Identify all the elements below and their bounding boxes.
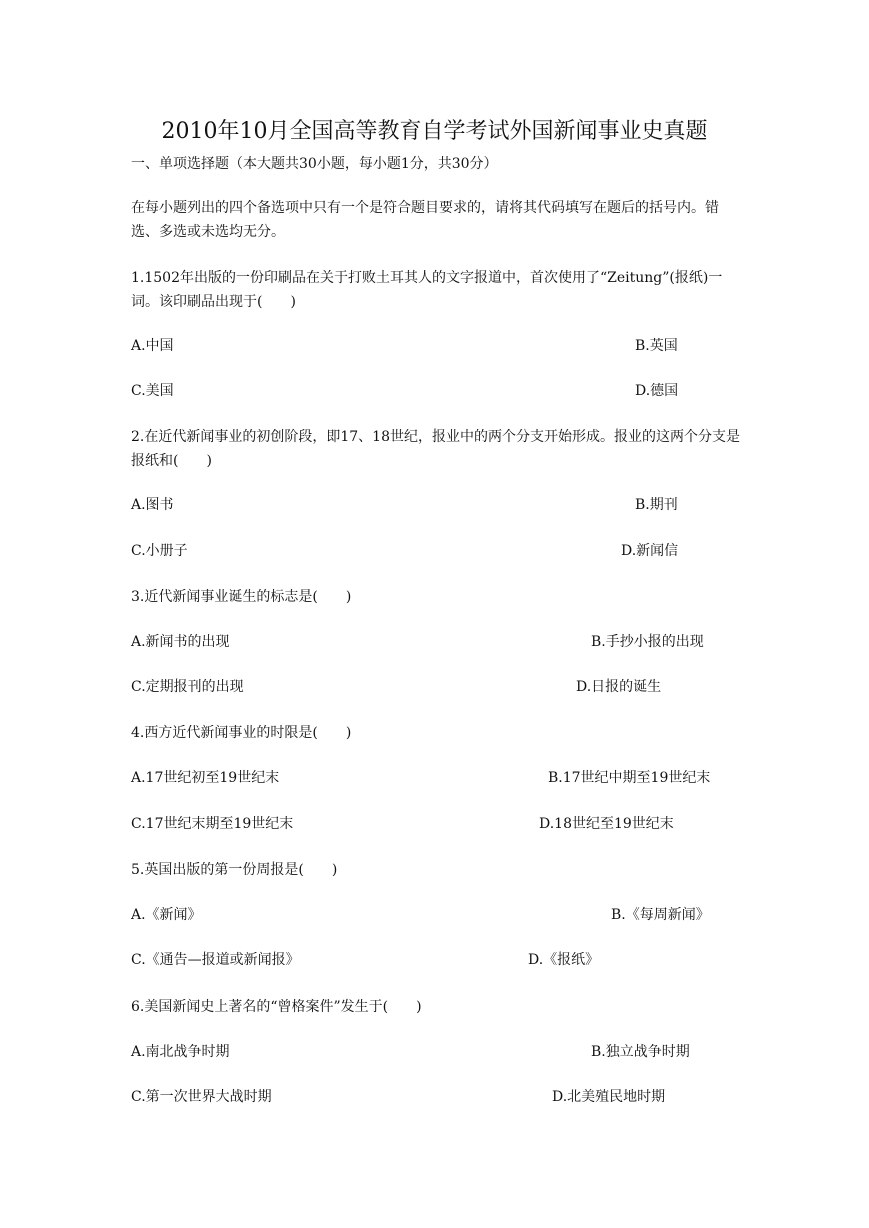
question-5-stem: 5.英国出版的第一份周报是( ) bbox=[131, 862, 338, 878]
question-2-option-a: A.图书 bbox=[131, 497, 174, 513]
instructions: 在每小题列出的四个备选项中只有一个是符合题目要求的，请将其代码填写在题后的括号内。错选、多选或未选均无分。 bbox=[131, 200, 719, 240]
question-6-stem: 6.美国新闻史上著名的“曾格案件”发生于( ) bbox=[131, 999, 422, 1015]
question-5-option-b: B.《每周新闻》 bbox=[611, 907, 710, 923]
question-1-option-a: A.中国 bbox=[131, 338, 174, 354]
section-heading: 一、单项选择题（本大题共30小题，每小题1分，共30分） bbox=[131, 156, 498, 172]
question-3-option-b: B.手抄小报的出现 bbox=[591, 634, 704, 650]
question-1-option-b: B.英国 bbox=[635, 338, 678, 354]
question-6-option-d: D.北美殖民地时期 bbox=[552, 1089, 666, 1105]
question-2-stem: 2.在近代新闻事业的初创阶段，即17、18世纪，报业中的两个分支开始形成。报业的这两个分支是报纸和( ) bbox=[131, 429, 740, 469]
question-4-option-c: C.17世纪末期至19世纪末 bbox=[131, 816, 294, 832]
question-3-option-c: C.定期报刊的出现 bbox=[131, 679, 244, 695]
question-4-option-a: A.17世纪初至19世纪末 bbox=[131, 770, 280, 786]
question-1-stem: 1.1502年出版的一份印刷品在关于打败土耳其人的文字报道中，首次使用了“Zeitung”(报纸)一词。该印刷品出现于( ) bbox=[131, 270, 723, 310]
question-3-option-a: A.新闻书的出现 bbox=[131, 634, 230, 650]
question-2-option-d: D.新闻信 bbox=[621, 543, 679, 559]
question-6-option-c: C.第一次世界大战时期 bbox=[131, 1089, 272, 1105]
question-4-stem: 4.西方近代新闻事业的时限是( ) bbox=[131, 725, 352, 741]
question-1-option-d: D.德国 bbox=[635, 383, 679, 399]
question-6-option-a: A.南北战争时期 bbox=[131, 1044, 230, 1060]
question-4-option-d: D.18世纪至19世纪末 bbox=[539, 816, 674, 832]
question-6-option-b: B.独立战争时期 bbox=[591, 1044, 690, 1060]
question-3-stem: 3.近代新闻事业诞生的标志是( ) bbox=[131, 589, 352, 605]
question-3-option-d: D.日报的诞生 bbox=[576, 679, 662, 695]
question-5-option-c: C.《通告—报道或新闻报》 bbox=[131, 952, 300, 968]
question-2-option-c: C.小册子 bbox=[131, 543, 188, 559]
question-5-option-d: D.《报纸》 bbox=[528, 952, 600, 968]
page-title: 2010年10月全国高等教育自学考试外国新闻事业史真题 bbox=[161, 119, 708, 144]
question-2-option-b: B.期刊 bbox=[635, 497, 678, 513]
question-5-option-a: A.《新闻》 bbox=[131, 907, 202, 923]
question-1-option-c: C.美国 bbox=[131, 383, 174, 399]
question-4-option-b: B.17世纪中期至19世纪末 bbox=[548, 770, 711, 786]
